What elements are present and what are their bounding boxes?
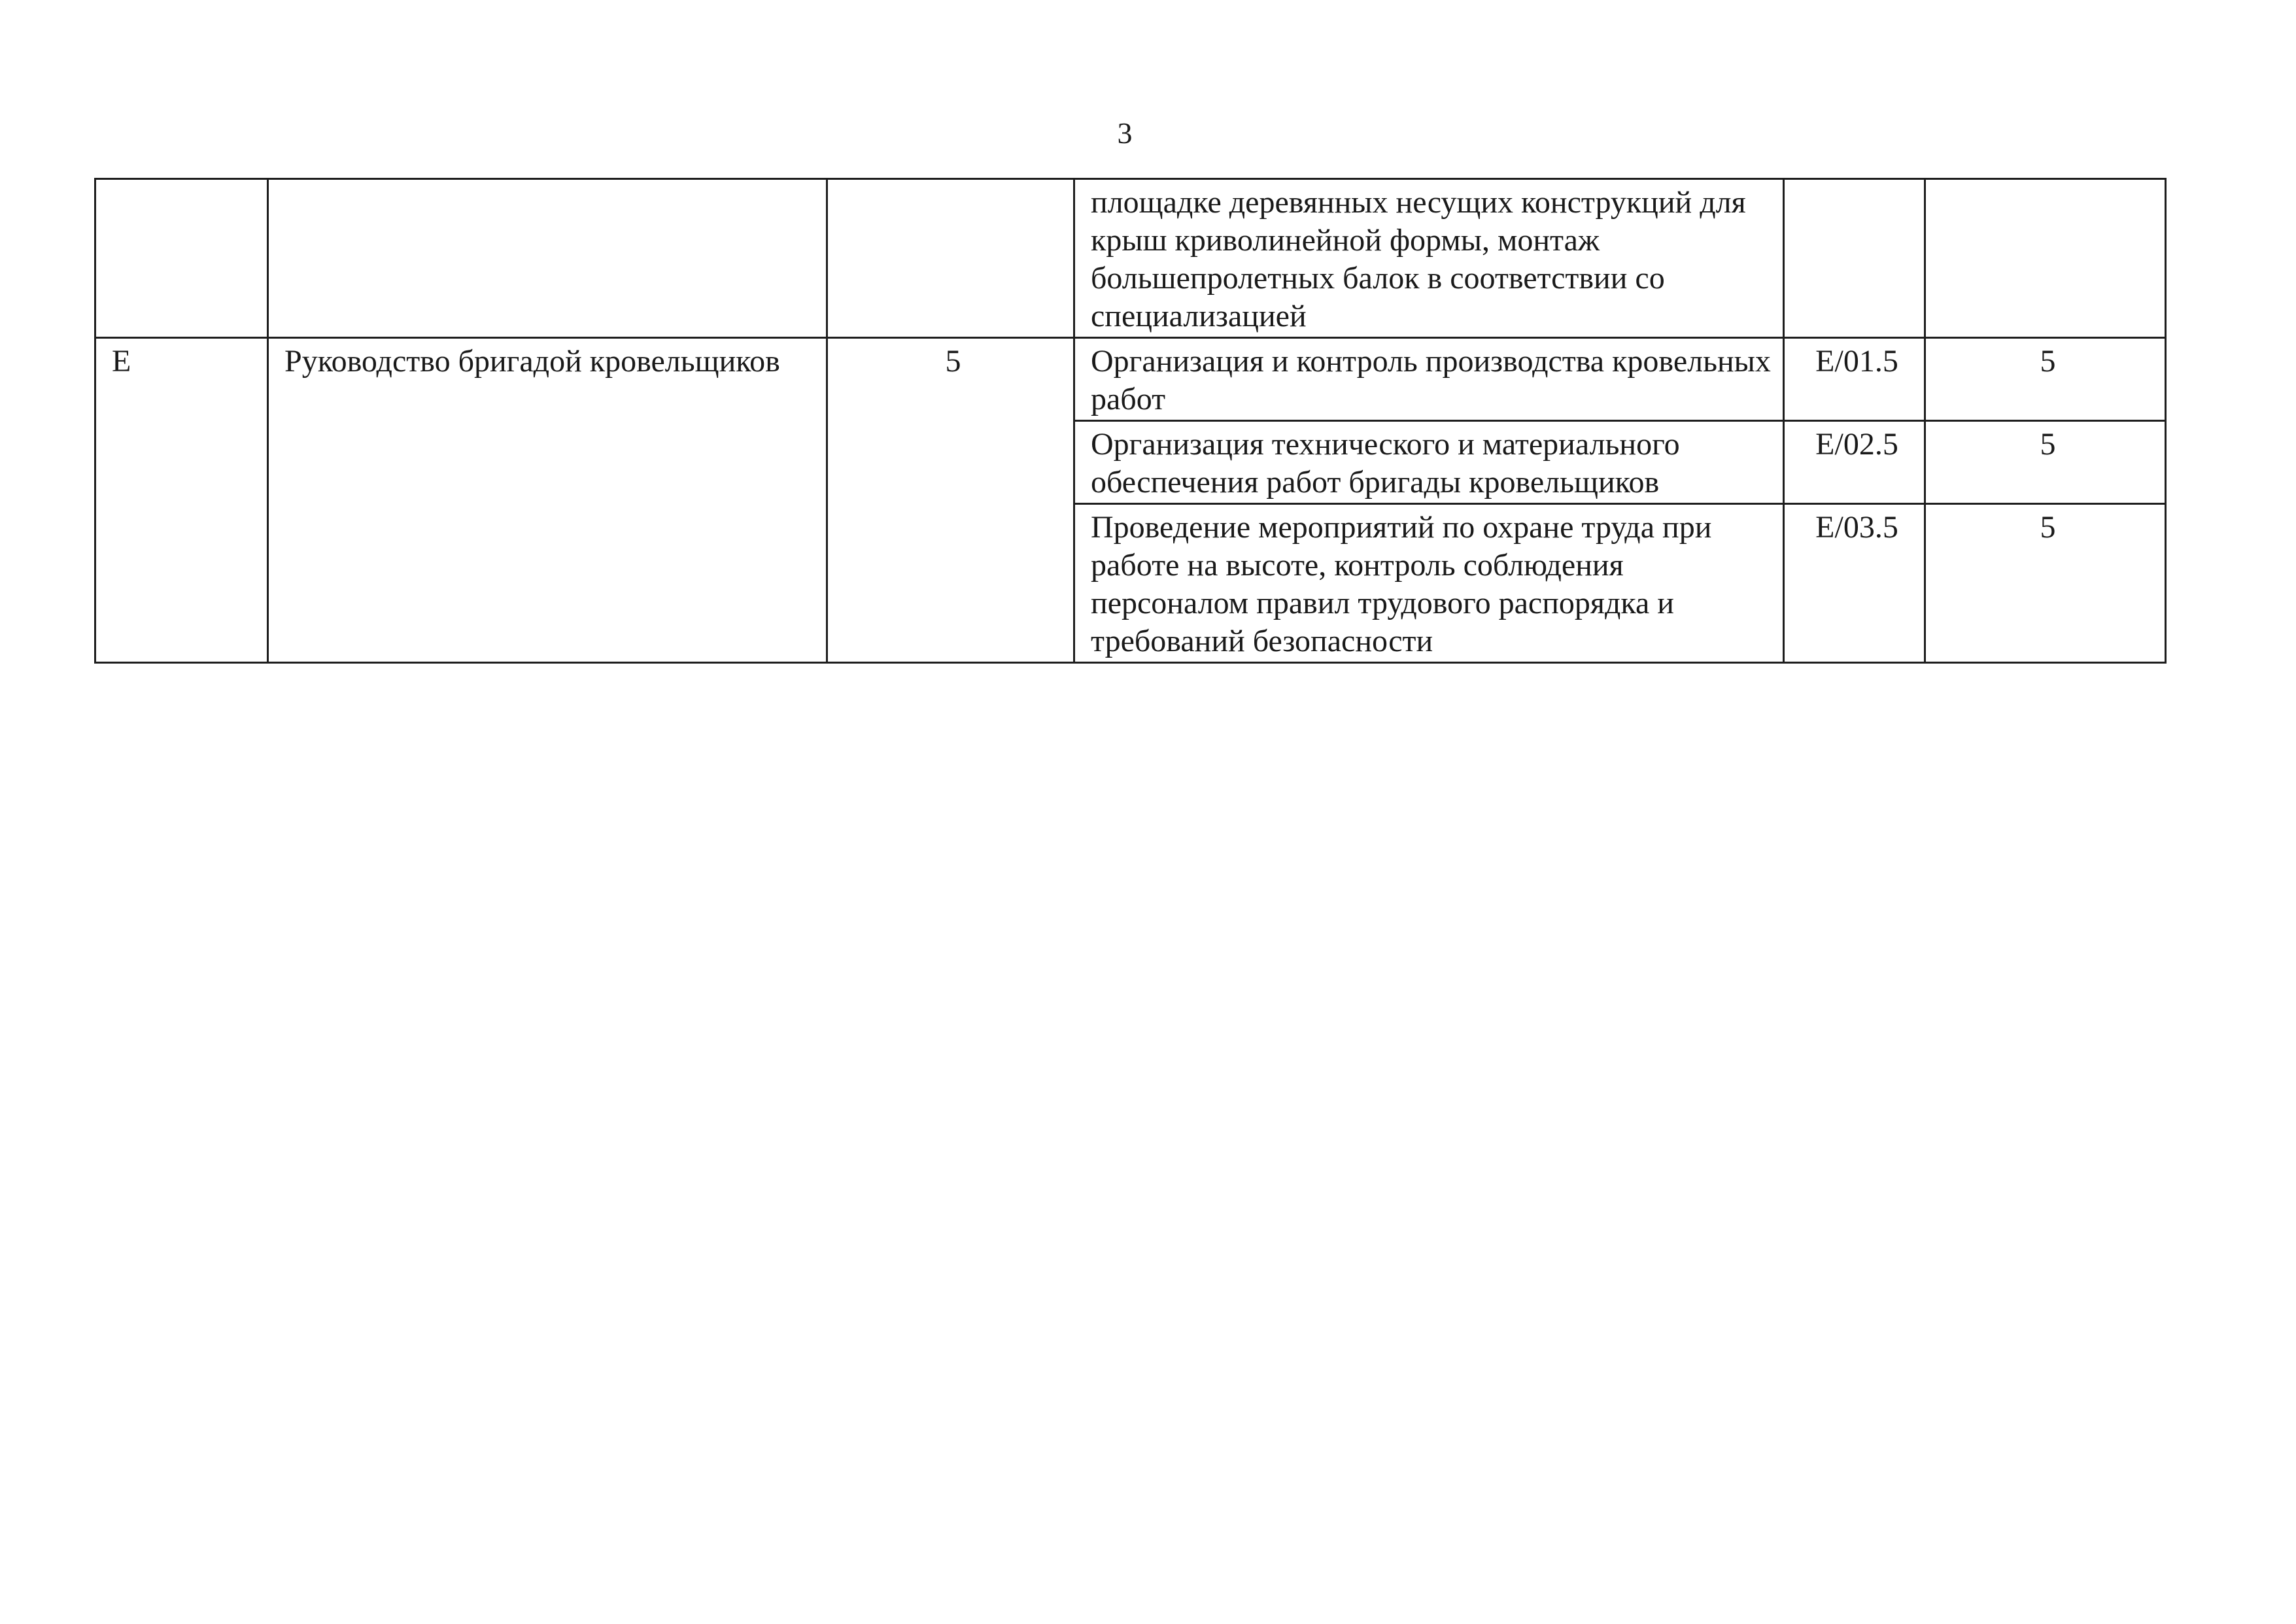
labor-function-name: Организация и контроль производства кровельных работ <box>1074 338 1784 421</box>
table-row <box>95 338 2166 421</box>
labor-function-level: 5 <box>1925 421 2166 504</box>
labor-function-level: 5 <box>1925 504 2166 663</box>
labor-function-name-continued: площадке деревянных несущих конструкций для крыш криволинейной формы, монтаж большепролетных балок в соответствии со специализацией <box>1074 179 1784 338</box>
cell-empty <box>1925 179 2166 338</box>
labor-function-level: 5 <box>1925 338 2166 421</box>
generalized-function-name: Руководство бригадой кровельщиков <box>268 338 827 663</box>
table-row-continuation <box>95 179 2166 338</box>
qualification-level: 5 <box>827 338 1074 663</box>
labor-function-code: E/03.5 <box>1784 504 1925 663</box>
labor-function-code: E/02.5 <box>1784 421 1925 504</box>
page-number: 3 <box>1117 116 1133 150</box>
cell-empty <box>95 179 268 338</box>
labor-function-name: Организация технического и материального обеспечения работ бригады кровельщиков <box>1074 421 1784 504</box>
labor-function-name: Проведение мероприятий по охране труда при работе на высоте, контроль соблюдения персоналом правил трудового распорядка и требований безопасности <box>1074 504 1784 663</box>
cell-empty <box>1784 179 1925 338</box>
generalized-function-code: E <box>95 338 268 663</box>
cell-empty <box>268 179 827 338</box>
cell-empty <box>827 179 1074 338</box>
labor-function-code: E/01.5 <box>1784 338 1925 421</box>
functions-table <box>94 178 2167 664</box>
